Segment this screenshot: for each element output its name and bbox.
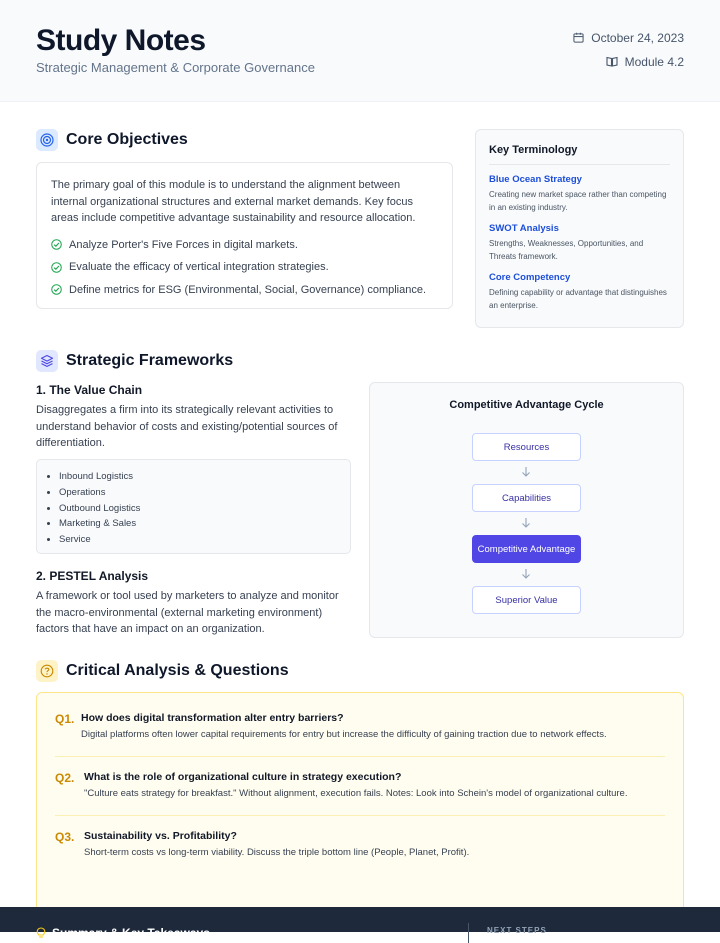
list-item: • Marketing & Sales [59, 516, 340, 532]
term-name: Core Competency [489, 272, 571, 283]
term-item [489, 272, 670, 312]
section-title: Core Objectives [66, 131, 188, 148]
question-text: Sustainability vs. Profitability? [84, 830, 237, 842]
section-title: Strategic Frameworks [66, 352, 234, 369]
header-module: Module 4.2 [624, 54, 684, 69]
divider [55, 756, 665, 757]
objectives-text: The primary goal of this module is to understand the alignment between internal organizational structures and external market demands. Key focus areas include competitive advantage sustainability and resource allocation. [51, 179, 416, 224]
footer-title [36, 926, 210, 940]
header-meta [573, 28, 684, 71]
cycle-step-superior-value: Superior Value [472, 586, 581, 614]
summary-footer [0, 907, 720, 940]
objective-text: Analyze Porter's Five Forces in digital markets. [69, 238, 298, 251]
target-icon [36, 129, 58, 151]
answer-text: Digital platforms often lower capital requirements for entry but increase the difficulty of gaining traction due to network effects. [81, 729, 607, 740]
value-chain-list [47, 469, 340, 548]
check-circle-icon [51, 239, 62, 250]
question-number: Q2. [55, 771, 75, 785]
objectives-card [36, 162, 453, 309]
book-icon [606, 56, 618, 67]
section-core-objectives-header [36, 129, 188, 151]
cycle-title: Competitive Advantage Cycle [449, 399, 604, 411]
list-item: • Operations [59, 485, 340, 501]
page-subtitle: Strategic Management & Corporate Governance [36, 60, 315, 75]
header-date: October 24, 2023 [591, 30, 684, 45]
objective-text: Define metrics for ESG (Environmental, Social, Governance) compliance. [69, 283, 427, 296]
question-text: What is the role of organizational culture in strategy execution? [84, 771, 402, 783]
arrow-down-icon [520, 517, 532, 529]
terminology-title: Key Terminology [489, 144, 670, 165]
list-item [51, 279, 438, 302]
terminology-card [475, 129, 684, 328]
arrow-down-icon [520, 466, 532, 478]
answer-text: "Culture eats strategy for breakfast." Without alignment, execution fails. Notes: Look into Schein's model of organizational culture. [84, 788, 628, 799]
cycle-step-competitive-advantage: Competitive Advantage [472, 535, 581, 563]
term-name: SWOT Analysis [489, 223, 559, 234]
section-title: Critical Analysis & Questions [66, 662, 289, 679]
term-item [489, 223, 670, 263]
divider [55, 815, 665, 816]
value-chain-list-box [36, 459, 351, 554]
objectives-list [51, 234, 438, 302]
list-item: • Outbound Logistics [59, 501, 340, 517]
list-item [51, 256, 438, 279]
term-item [489, 174, 670, 214]
arrow-down-icon [520, 568, 532, 580]
question-number: Q3. [55, 830, 75, 844]
page-title: Study Notes [36, 24, 206, 57]
question-number: Q1. [55, 712, 75, 726]
footer-title-text: Summary & Key Takeaways [52, 926, 210, 940]
calendar-icon [573, 32, 584, 43]
cycle-step-capabilities: Capabilities [472, 484, 581, 512]
term-description: Creating new market space rather than competing in an existing industry. [489, 190, 667, 212]
lightbulb-icon [36, 927, 46, 939]
pestel-heading: 2. PESTEL Analysis [36, 569, 149, 583]
list-item [51, 234, 438, 257]
value-chain-heading: 1. The Value Chain [36, 383, 143, 397]
cycle-diagram-card [369, 382, 684, 638]
question-item [55, 771, 665, 799]
page-header [0, 0, 720, 102]
objective-text: Evaluate the efficacy of vertical integration strategies. [69, 261, 329, 274]
question-text: How does digital transformation alter entry barriers? [81, 712, 344, 724]
term-description: Strengths, Weaknesses, Opportunities, and Threats framework. [489, 239, 644, 261]
questions-card [36, 692, 684, 917]
check-circle-icon [51, 262, 62, 273]
answer-text: Short-term costs vs long-term viability. Discuss the triple bottom line (People, Planet, Profit). [84, 847, 470, 858]
footer-divider [468, 923, 469, 943]
question-item [55, 830, 665, 858]
term-description: Defining capability or advantage that distinguishes an enterprise. [489, 288, 667, 310]
section-frameworks-header [36, 350, 233, 372]
cycle-step-resources: Resources [472, 433, 581, 461]
check-circle-icon [51, 284, 62, 295]
question-circle-icon [36, 660, 58, 682]
pestel-text: A framework or tool used by marketers to analyze and monitor the macro-environmental (external marketing environment) factors that have an impact on an organization. [36, 590, 339, 635]
list-item: • Inbound Logistics [59, 469, 340, 485]
term-name: Blue Ocean Strategy [489, 174, 582, 185]
section-analysis-header [36, 660, 289, 682]
next-steps-label: NEXT STEPS [487, 926, 547, 935]
list-item: • Service [59, 532, 340, 548]
value-chain-text: Disaggregates a firm into its strategically relevant activities to understand behavior of costs and existing/potential sources of differentiation. [36, 404, 338, 449]
question-item [55, 712, 665, 740]
layers-icon [36, 350, 58, 372]
